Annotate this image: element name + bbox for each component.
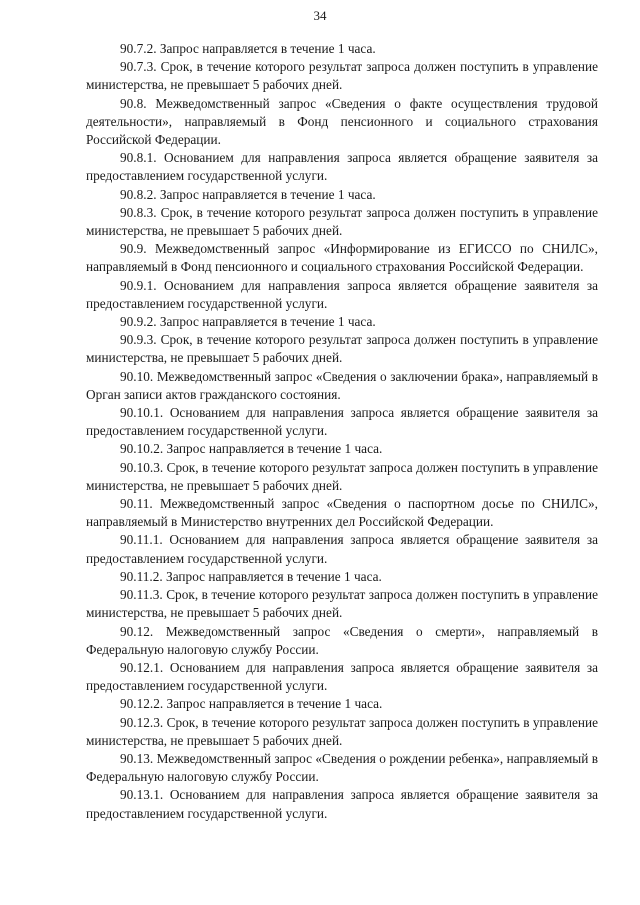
paragraph: 90.10.2. Запрос направляется в течение 1 часа. [120, 441, 383, 457]
paragraph: 90.9. Межведомственный запрос «Информирование из ЕГИССО по СНИЛС», направляемый в Фонд пенсионного и социального страхования Российской Федерации. [86, 241, 598, 275]
paragraph: 90.9.3. Срок, в течение которого результат запроса должен поступить в управление министерства, не превышает 5 рабочих дней. [86, 332, 598, 366]
paragraph: 90.7.2. Запрос направляется в течение 1 часа. [120, 41, 376, 56]
paragraph: 90.7.3. Срок, в течение которого результат запроса должен поступить в управление министерства, не превышает 5 рабочих дней. [86, 59, 598, 93]
paragraph: 90.13. Межведомственный запрос «Сведения о рождении ребенка», направляемый в Федеральную налоговую службу России. [86, 750, 598, 785]
paragraph: 90.12. Межведомственный запрос «Сведения о смерти», направляемый в Федеральную налоговую службу России. [86, 623, 598, 657]
paragraph: 90.8. Межведомственный запрос «Сведения о факте осуществления трудовой деятельности», направляемый в Фонд пенсионного и социального страхования Российской Федерации. [86, 95, 598, 148]
paragraph: 90.9.1. Основанием для направления запроса является обращение заявителя за предоставлением государственной услуги. [86, 277, 598, 311]
paragraph: 90.11.3. Срок, в течение которого результат запроса должен поступить в управление министерства, не превышает 5 рабочих дней. [86, 587, 598, 621]
paragraph: 90.11.1. Основанием для направления запроса является обращение заявителя за предоставлением государственной услуги. [86, 532, 598, 566]
document-body [86, 40, 598, 823]
paragraph: 90.12.3. Срок, в течение которого результат запроса должен поступить в управление министерства, не превышает 5 рабочих дней. [86, 714, 598, 748]
paragraph: 90.10.3. Срок, в течение которого результат запроса должен поступить в управление министерства, не превышает 5 рабочих дней. [86, 459, 598, 493]
paragraph: 90.10. Межведомственный запрос «Сведения о заключении брака», направляемый в Орган записи актов гражданского состояния. [86, 368, 598, 402]
paragraph: 90.9.2. Запрос направляется в течение 1 часа. [120, 314, 376, 330]
paragraph: 90.13.1. Основанием для направления запроса является обращение заявителя за предоставлением государственной услуги. [86, 787, 598, 821]
paragraph: 90.8.2. Запрос направляется в течение 1 часа. [120, 186, 376, 202]
paragraph: 90.11. Межведомственный запрос «Сведения о паспортном досье по СНИЛС», направляемый в Министерство внутренних дел Российской Федерации. [86, 496, 598, 530]
paragraph: 90.8.3. Срок, в течение которого результат запроса должен поступить в управление министерства, не превышает 5 рабочих дней. [86, 204, 598, 239]
paragraph: 90.8.1. Основанием для направления запроса является обращение заявителя за предоставлением государственной услуги. [86, 150, 598, 184]
paragraph: 90.10.1. Основанием для направления запроса является обращение заявителя за предоставлением государственной услуги. [86, 405, 598, 439]
paragraph: 90.12.1. Основанием для направления запроса является обращение заявителя за предоставлением государственной услуги. [86, 659, 598, 694]
page-number: 34 [313, 8, 327, 23]
paragraph: 90.12.2. Запрос направляется в течение 1 часа. [120, 696, 383, 712]
paragraph: 90.11.2. Запрос направляется в течение 1 часа. [120, 568, 382, 584]
